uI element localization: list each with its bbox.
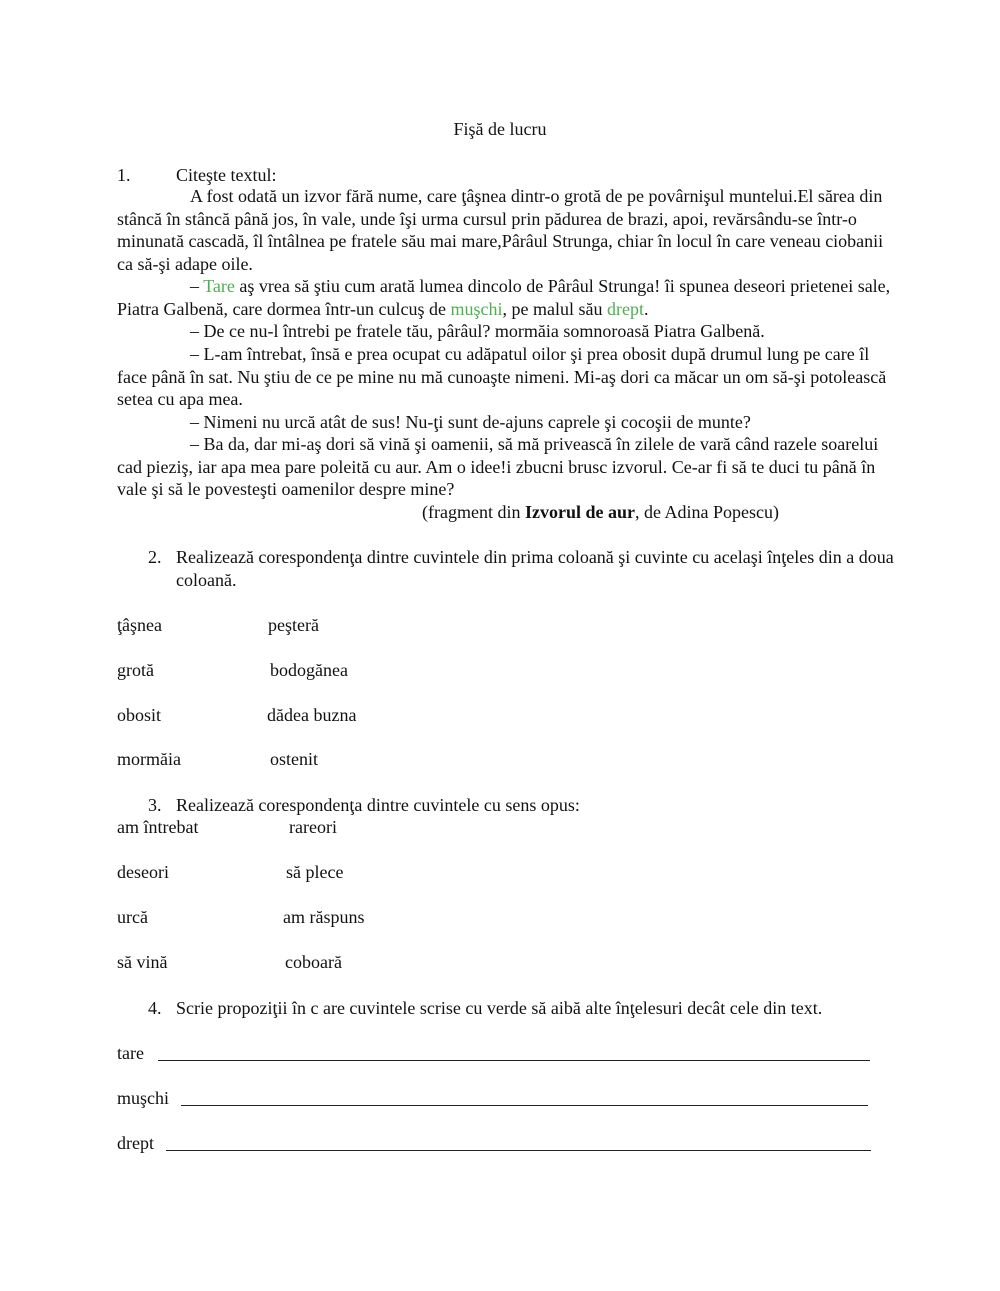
ex2-right-item: peşteră — [268, 615, 319, 635]
page-title: Fişă de lucru — [453, 119, 547, 139]
paragraph-2-part-a: aş vrea să ştiu cum arată lumea dincolo de Pârâul Strunga! îi spunea deseori prietenei sale, Piatra Galbenă, care dormea într-un culcuş de — [117, 276, 891, 319]
ex3-instruction: Realizează corespondenţa dintre cuvintele cu sens opus: — [176, 795, 580, 815]
ex2-left-item: ţâşnea — [117, 615, 162, 635]
paragraph-4: – L-am întrebat, însă e prea ocupat cu adăpatul oilor şi prea obosit după drumul lung pe care îl face până în sat. Nu ştiu de ce pe mine nu mă cunoaşte nimeni. Mi-aş dori ca măcar un om să-şi potolească setea cu apa mea. — [117, 344, 887, 410]
paragraph-2-part-b: , pe malul său — [502, 298, 607, 319]
green-word-muschi: muşchi — [450, 298, 503, 319]
ex4-word-label: tare — [117, 1043, 144, 1063]
source-prefix: (fragment din — [422, 502, 525, 522]
ex4-word-label: drept — [117, 1133, 154, 1153]
ex1-number: 1. — [117, 165, 131, 185]
ex3-right-item: rareori — [289, 817, 337, 837]
ex4-instruction: Scrie propoziţii în c are cuvintele scrise cu verde să aibă alte înţelesuri decât cele din text. — [176, 998, 823, 1018]
source-title: Izvorul de aur — [524, 502, 635, 522]
ex3-left-item: deseori — [117, 862, 169, 882]
ex3-right-item: am răspuns — [283, 907, 365, 927]
ex1-heading: Citeşte textul: — [176, 165, 277, 185]
ex2-number: 2. — [148, 547, 162, 567]
answer-line-drept[interactable] — [166, 1134, 871, 1151]
ex2-left-item: mormăia — [117, 749, 181, 769]
paragraph-6: – Ba da, dar mi-aş dori să vină şi oamenii, să mă privească în zilele de vară când razele soarelui cad pieziş, iar apa mea pare poleită cu aur. Am o idee!i zbucni brusc izvorul. Ce-ar fi să te duci tu până în vale şi să le povesteşti oamenilor despre mine? — [117, 434, 879, 500]
ex3-right-item: coboară — [285, 952, 342, 972]
ex2-left-item: grotă — [117, 660, 154, 680]
source-citation — [422, 501, 779, 523]
green-word-drept: drept — [606, 298, 644, 319]
paragraph-2 — [117, 275, 897, 320]
ex3-left-item: să vină — [117, 952, 168, 972]
ex3-right-item: să plece — [286, 862, 344, 882]
dash: – — [190, 276, 204, 296]
answer-line-tare[interactable] — [158, 1044, 870, 1061]
ex3-left-item: urcă — [117, 907, 148, 927]
ex2-right-item: ostenit — [270, 749, 318, 769]
paragraph-1: A fost odată un izvor fără nume, care ţâşnea dintr-o grotă de pe povârnişul muntelui.El sărea din stâncă în stâncă până jos, în vale, unde îşi urma cursul prin pădurea de brazi, apoi, revărsându-se într-o minunată cascadă, îl întâlnea pe fratele său mai mare,Pârâul Strunga, chiar în locul în care veneau ciobanii ca să-şi adape oile. — [117, 186, 884, 274]
paragraph-5: – Nimeni nu urcă atât de sus! Nu-ţi sunt de-ajuns caprele şi cocoşii de munte? — [190, 412, 751, 432]
answer-line-muschi[interactable] — [181, 1089, 868, 1106]
paragraph-2-part-c: . — [643, 298, 649, 319]
source-author: , de Adina Popescu) — [634, 502, 779, 522]
ex2-right-item: bodogănea — [270, 660, 348, 680]
ex2-right-item: dădea buzna — [267, 705, 357, 725]
ex3-number: 3. — [148, 795, 162, 815]
paragraph-3: – De ce nu-l întrebi pe fratele tău, pârâul? mormăia somnoroasă Piatra Galbenă. — [190, 321, 765, 341]
ex2-instruction: Realizează corespondenţa dintre cuvintele din prima coloană şi cuvinte cu acelaşi înţeles din a doua coloană. — [176, 547, 894, 590]
ex4-number: 4. — [148, 998, 162, 1018]
ex4-word-label: muşchi — [117, 1088, 169, 1108]
green-word-tare: Tare — [203, 276, 235, 296]
ex2-left-item: obosit — [117, 705, 162, 725]
ex3-left-item: am întrebat — [117, 817, 199, 837]
